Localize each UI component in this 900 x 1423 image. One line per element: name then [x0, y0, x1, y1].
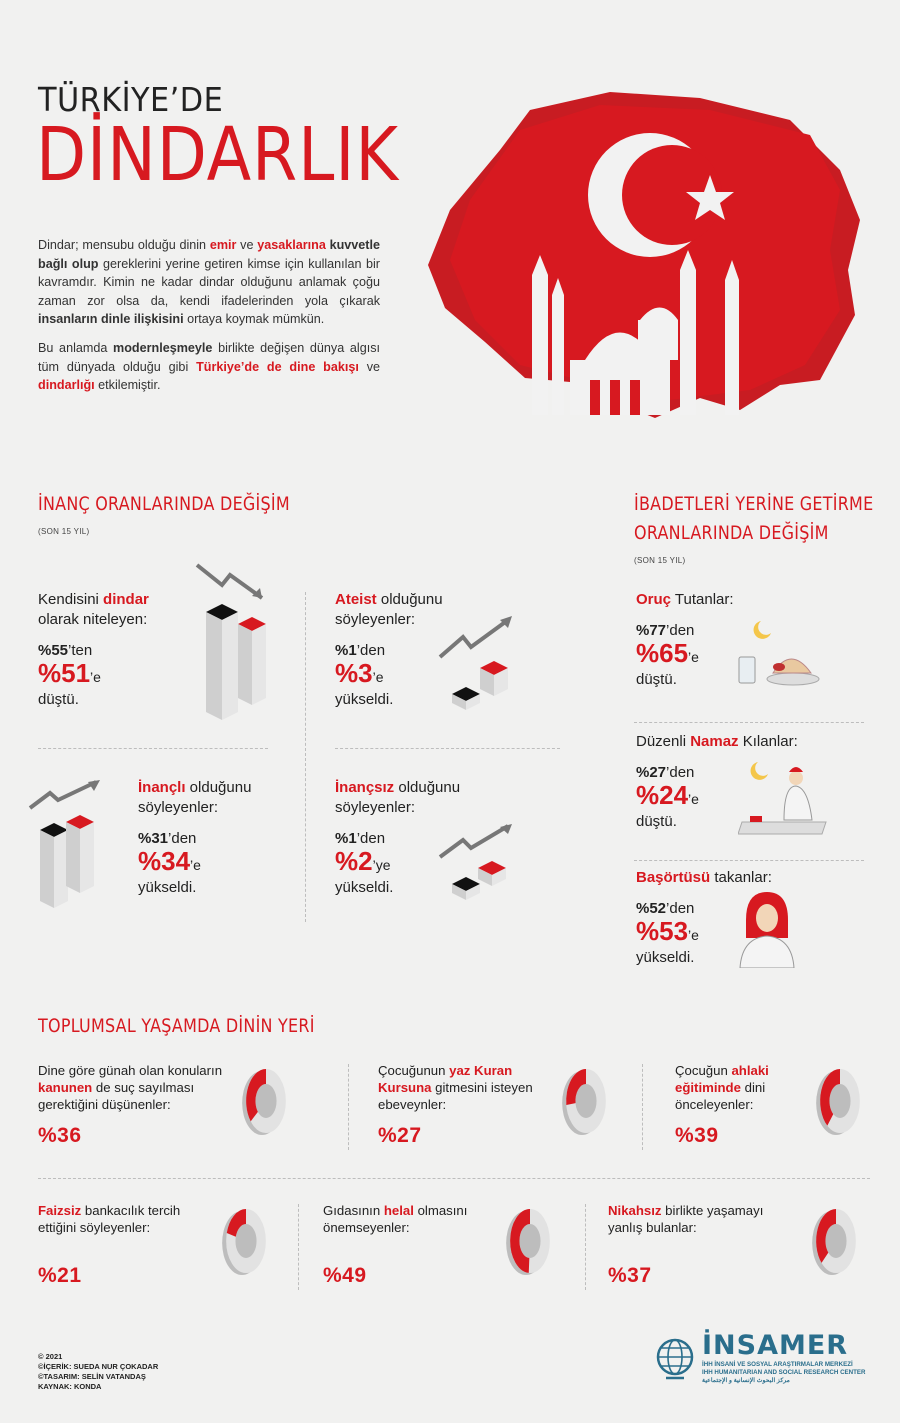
social-stat-label: Nikahsız birlikte yaşamayı yanlış bulanlar:: [608, 1203, 764, 1235]
social-stat-item: [38, 1202, 218, 1287]
social-section-title: TOPLUMSAL YAŞAMDA DİNİN YERİ: [38, 1015, 315, 1037]
social-stat-item: [608, 1202, 798, 1287]
social-stat-label: Çocuğun ahlaki eğitiminde dini önceleyenler:: [675, 1063, 769, 1112]
donut-gauge: [208, 1203, 280, 1283]
donut-gauge: [802, 1063, 874, 1143]
belief-item-believer: [138, 778, 298, 896]
social-stat-item: [675, 1062, 800, 1147]
title-line-1: TÜRKİYE’DE: [38, 80, 224, 119]
belief-item-label: Kendisini dindar olarak niteleyen:: [38, 591, 149, 628]
worship-item-label: Düzenli Namaz Kılanlar:: [636, 733, 798, 750]
title-line-2: DİNDARLIK: [36, 112, 399, 198]
worship-item-change: %52’den %53’e yükseldi.: [636, 900, 699, 966]
belief-item-label: Ateist olduğunu söyleyenler:: [335, 591, 443, 628]
rise-bars-icon: [28, 778, 118, 913]
worship-item-change: %27’den %24’e düştü.: [636, 764, 699, 830]
social-stat-value: %21: [38, 1264, 82, 1287]
globe-logo-icon: [652, 1336, 698, 1382]
belief-item-religious: [38, 590, 198, 708]
social-stat-label: Gıdasının helal olmasını önemseyenler:: [323, 1203, 468, 1235]
social-stat-label: Dine göre günah olan konuların kanunen de suç sayılması gerektiğini düşünenler:: [38, 1063, 223, 1112]
logo-name: İNSAMER: [702, 1330, 849, 1361]
social-stat-value: %37: [608, 1264, 652, 1287]
donut-gauge: [548, 1063, 620, 1143]
belief-item-change: %1’den %2’ye yükseldi.: [335, 830, 394, 896]
flag-mosque-illustration: [410, 80, 880, 440]
content-credit: ©İÇERİK: SUEDA NUR ÇOKADAR: [38, 1362, 159, 1371]
decline-bars-icon: [192, 560, 282, 725]
rise-blocks-icon: [438, 612, 518, 712]
social-stat-value: %27: [378, 1124, 422, 1147]
social-stat-item: [323, 1202, 498, 1287]
worship-section-subtitle: (SON 15 YIL): [634, 556, 686, 565]
source-credit: KAYNAK: KONDA: [38, 1382, 102, 1391]
copyright-year: © 2021: [38, 1352, 63, 1361]
intro-paragraph-2: Bu anlamda modernleşmeyle birlikte değişen dünya algısı tüm dünyada olduğu gibi Türkiye’de de dine bakışı ve dindarlığı etkilemiştir.: [38, 340, 380, 393]
iftar-meal-icon: [733, 615, 823, 690]
belief-section-subtitle: (SON 15 YIL): [38, 527, 90, 536]
social-stat-label: Faizsiz bankacılık tercih ettiğini söyleyenler:: [38, 1203, 181, 1235]
praying-person-icon: [738, 758, 828, 836]
social-stat-value: %49: [323, 1264, 367, 1287]
belief-item-change: %31’den %34’e yükseldi.: [138, 830, 201, 896]
donut-gauge: [228, 1063, 300, 1143]
social-stat-item: [38, 1062, 253, 1147]
credits: [38, 1352, 158, 1392]
worship-item-label: Oruç Tutanlar:: [636, 591, 734, 608]
donut-gauge: [798, 1203, 870, 1283]
belief-item-label: İnançsız olduğunu söyleyenler:: [335, 779, 461, 816]
worship-section-title-2: ORANLARINDA DEĞİŞİM: [634, 522, 829, 544]
worship-item-change: %77’den %65’e düştü.: [636, 622, 699, 688]
social-stat-item: [378, 1062, 548, 1147]
social-stat-value: %39: [675, 1124, 719, 1147]
belief-item-change: %55’ten %51’e düştü.: [38, 642, 101, 708]
donut-gauge: [492, 1203, 564, 1283]
insamer-logo: [702, 1330, 866, 1385]
rise-blocks-icon: [438, 822, 518, 912]
worship-item-label: Başörtüsü takanlar:: [636, 869, 772, 886]
headscarf-woman-icon: [736, 888, 798, 968]
intro-paragraph-1: Dindar; mensubu olduğu dinin emir ve yasaklarına kuvvetle bağlı olup gereklerini yerine getiren kimse için kullanılan bir kavramdır. Kimin ne kadar dindar olduğunu anlamak çoğu zaman zor olsa da, kendi ifadelerinden yola çıkarak insanların dinle ilişkisini ortaya koymak mümkün.: [38, 238, 380, 327]
logo-subtitle-en: IHH HUMANITARIAN AND SOCIAL RESEARCH CENTER: [702, 1369, 866, 1376]
design-credit: ©TASARIM: SELİN VATANDAŞ: [38, 1372, 146, 1381]
belief-section-title: İNANÇ ORANLARINDA DEĞİŞİM: [38, 493, 290, 515]
worship-section-title-1: İBADETLERİ YERİNE GETİRME: [634, 493, 874, 515]
social-stat-value: %36: [38, 1124, 82, 1147]
intro-text: [38, 236, 380, 405]
belief-item-label: İnançlı olduğunu söyleyenler:: [138, 779, 252, 816]
social-stat-label: Çocuğunun yaz Kuran Kursuna gitmesini isteyen ebeveynler:: [378, 1063, 533, 1112]
logo-subtitle-tr: İHH İNSANİ VE SOSYAL ARAŞTIRMALAR MERKEZİ: [702, 1361, 853, 1368]
logo-subtitle-ar: مركز البحوث الإنسانية و الإجتماعية: [702, 1377, 790, 1384]
belief-item-change: %1’den %3’e yükseldi.: [335, 642, 394, 708]
